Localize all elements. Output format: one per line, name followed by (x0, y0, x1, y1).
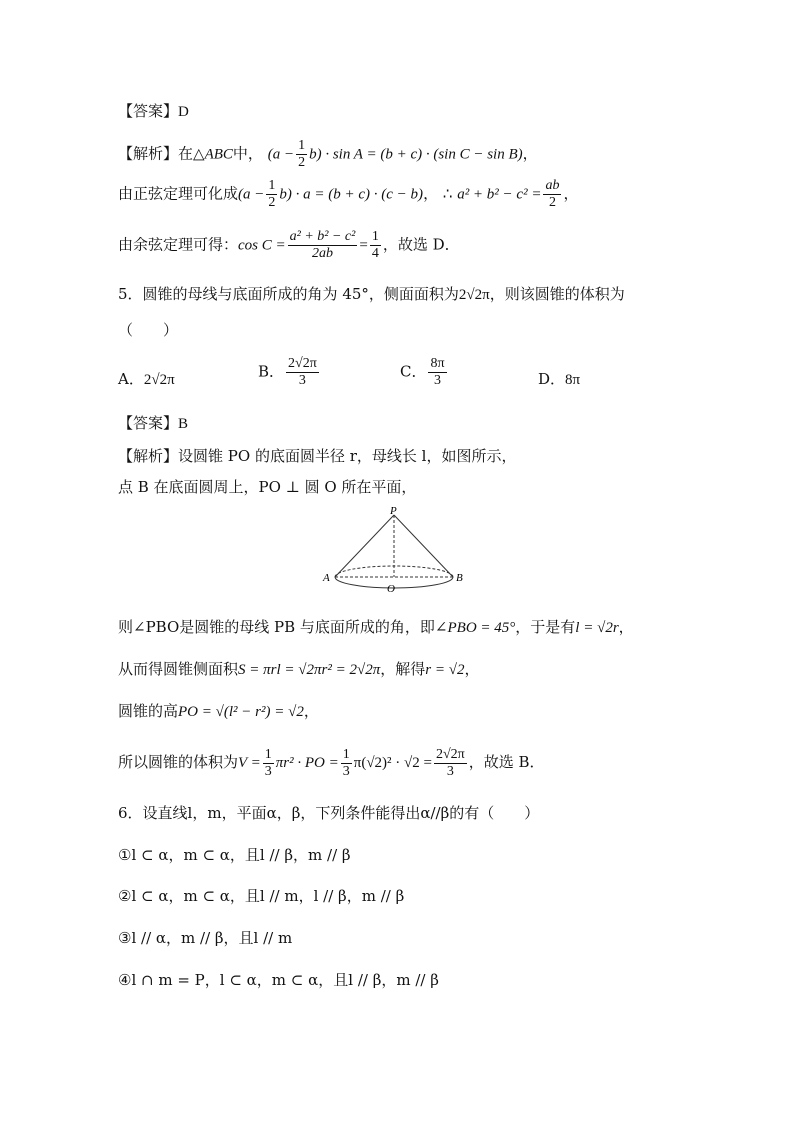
fraction-num: 2√2π (435, 746, 465, 762)
fraction (543, 178, 561, 211)
q4-analysis-line-1 (118, 138, 538, 171)
answer-value: B (178, 416, 189, 432)
fraction-num: 1 (342, 746, 350, 762)
fraction (370, 229, 381, 262)
formula: PO = √(l² − r²) = √2 (178, 704, 304, 720)
option-d (538, 368, 580, 389)
formula: π(√2)² · √2 = (353, 755, 432, 771)
fraction-den: 2 (298, 155, 306, 170)
formula: b) · sin A = (b + c) · (sin C − sin B) (309, 146, 523, 163)
formula: r = √2 (425, 662, 465, 678)
analysis-text: 圆锥的高 (118, 702, 179, 720)
answer-value: D (178, 104, 189, 120)
analysis-text: ， (618, 618, 634, 636)
q5-answer-line (118, 413, 188, 434)
fraction (288, 229, 358, 262)
fraction (286, 356, 319, 389)
fraction-den: 3 (264, 763, 272, 779)
fraction-den: 2ab (311, 246, 333, 261)
analysis-text: ，解得 (380, 660, 426, 678)
condition-text: ②l ⊂ α，m ⊂ α，且l // m，l // β，m // β (118, 887, 405, 905)
formula: ∠PBO = 45° (434, 620, 516, 636)
q5-analysis-line-4 (118, 659, 479, 680)
q6-item-2 (118, 886, 404, 906)
text: 中， (232, 144, 263, 163)
option-label: C． (400, 362, 427, 381)
option-c (400, 356, 449, 389)
fraction-num: 2√2π (288, 356, 317, 371)
fraction-num: 8π (430, 356, 445, 371)
fraction-den: 3 (342, 763, 350, 779)
fraction-num: 1 (298, 138, 306, 153)
label-o: O (387, 583, 395, 595)
label-b: B (456, 572, 463, 584)
text: ，故选 D． (382, 235, 460, 254)
condition-text: ④l ∩ m = P，l ⊂ α，m ⊂ α，且l // β，m // β (118, 971, 439, 989)
text: ， (423, 184, 439, 203)
fraction (341, 747, 352, 780)
fraction (263, 747, 274, 780)
q5-analysis-line-5 (118, 701, 319, 722)
formula: 2√2π (458, 287, 490, 303)
analysis-text: 点 B 在底面圆周上，PO ⊥ 圆 O 所在平面， (118, 478, 417, 496)
fraction (434, 747, 467, 780)
q4-analysis-line-3 (118, 229, 460, 262)
formula: b) · a = (b + c) · (c − b) (279, 186, 424, 203)
fraction-num: 1 (268, 178, 276, 193)
formula: l = √2r (575, 620, 619, 636)
q5-stem (118, 284, 625, 305)
q5-analysis-line-1 (118, 446, 516, 466)
fraction-den: 4 (371, 246, 379, 261)
text: 在△ (178, 144, 205, 163)
analysis-text: ， (303, 702, 319, 720)
q4-answer-line (118, 101, 189, 122)
q5-analysis-line-2 (118, 477, 416, 497)
option-value: 2√2π (143, 372, 175, 388)
formula: (a − (238, 186, 265, 203)
text: 由正弦定理可化成 (118, 184, 239, 203)
option-b (258, 356, 321, 389)
answer-tag: 【答案】 (118, 414, 179, 432)
fraction-den: 2 (268, 195, 276, 210)
analysis-text: 则∠PBO是圆锥的母线 PB 与底面所成的角，即 (118, 618, 435, 636)
q5-analysis-line-3 (118, 617, 634, 638)
fraction-den: 3 (298, 373, 306, 388)
therefore-symbol: ∴ (442, 186, 453, 203)
analysis-text: 从而得圆锥侧面积 (118, 660, 239, 678)
text: 由余弦定理可得： (118, 235, 239, 254)
analysis-tag: 【解析】 (118, 144, 179, 163)
q6-item-1 (118, 845, 351, 865)
formula: (a − (267, 146, 295, 163)
formula: a² + b² − c² = (457, 186, 542, 203)
label-p: P (390, 505, 397, 517)
fraction-den: 3 (446, 763, 454, 779)
condition-text: ①l ⊂ α，m ⊂ α，且l // β，m // β (118, 846, 351, 864)
question-text: ，则该圆锥的体积为 (489, 285, 625, 303)
fraction (296, 138, 307, 171)
fraction-den: 3 (434, 373, 442, 388)
option-a (118, 368, 175, 389)
q6-item-3 (118, 928, 292, 948)
analysis-text: ，故选 B． (468, 753, 545, 771)
q5-analysis-line-6 (118, 744, 545, 781)
option-label: D． (538, 370, 566, 388)
fraction-num: 1 (371, 229, 379, 244)
text: ， (563, 184, 579, 203)
answer-blank: （ ） (118, 321, 179, 339)
option-label: A． (118, 370, 144, 388)
analysis-tag: 【解析】 (118, 447, 179, 465)
analysis-text: 设圆锥 PO 的底面圆半径 r，母线长 l，如图所示， (178, 447, 517, 465)
analysis-text: ， (464, 660, 480, 678)
label-a: A (323, 572, 330, 584)
fraction-num: a² + b² − c² (289, 229, 356, 244)
condition-text: ③l // α，m // β，且l // m (118, 929, 293, 947)
fraction (266, 178, 277, 211)
formula: S = πrl = √2πr² = 2√2π (238, 662, 381, 678)
fraction-num: ab (545, 178, 560, 193)
text: ， (522, 144, 538, 163)
q6-item-4 (118, 970, 439, 990)
q4-analysis-line-2 (118, 178, 578, 211)
fraction-den: 2 (548, 195, 556, 210)
question-text: 6．设直线l，m，平面α，β，下列条件能得出α//β的有（ ） (118, 804, 540, 822)
option-label: B． (258, 362, 285, 381)
formula: V = (238, 755, 261, 771)
cone-figure (318, 505, 478, 595)
q6-stem (118, 803, 539, 823)
option-value: 8π (565, 372, 581, 388)
analysis-text: 所以圆锥的体积为 (118, 753, 239, 771)
fraction (428, 356, 446, 389)
equals: = (359, 237, 368, 254)
formula: cos C = (238, 237, 286, 254)
question-text: 5．圆锥的母线与底面所成的角为 45°，侧面面积为 (118, 285, 459, 303)
fraction-num: 1 (264, 746, 272, 762)
q5-paren (118, 320, 178, 340)
analysis-text: ，于是有 (515, 618, 576, 636)
formula: πr² · PO = (275, 755, 339, 771)
answer-tag: 【答案】 (118, 102, 179, 120)
triangle-name: ABC (204, 146, 233, 163)
